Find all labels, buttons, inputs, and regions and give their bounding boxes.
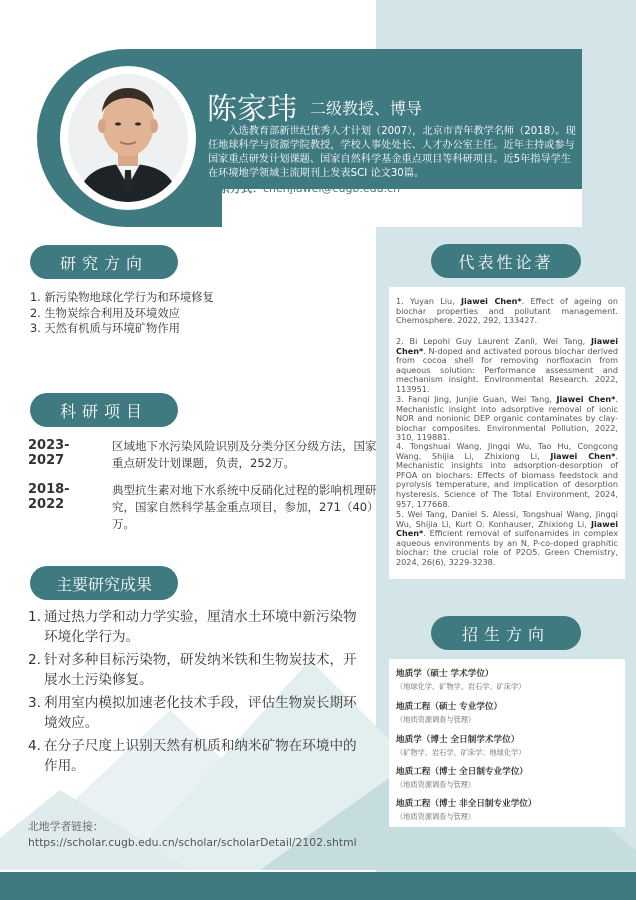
result-item (28, 607, 368, 647)
enrollment-sub: （地质资源调查与管理） (396, 715, 476, 724)
result-item (28, 736, 368, 776)
enrollment-item (396, 667, 525, 692)
results-heading: 主要研究成果 (30, 566, 178, 600)
paper-details: . Efficient removal of sulfonamides in complex aqueous environments by an N, P-co-doped graphitic biochar: the crucial role of P2O5. Green Chemistry, 2024, 26(6), 3229-3238. (396, 528, 618, 567)
projects-heading: 科研项目 (30, 393, 178, 427)
paper-authors: 2. Bi Lepohi Guy Laurent Zanli, Wei Tang, (396, 336, 591, 346)
paper-entry (396, 297, 618, 326)
contact-line (208, 180, 400, 196)
paper-main-author: Jiawei Chen* (460, 296, 522, 306)
enrollment-sub: （地质资源调查与管理） (396, 812, 476, 821)
enrollment-title: 地质工程（硕士 专业学位） (396, 702, 503, 712)
enrollment-sub: （地质资源调查与管理） (396, 780, 476, 789)
result-text: 通过热力学和动力学实验，厘清水土环境中新污染物环境化学行为。 (44, 609, 357, 645)
paper-main-author: Jiawei Chen* (556, 394, 616, 404)
result-number: 1. (28, 609, 41, 625)
result-text: 针对多种目标污染物，研发纳米铁和生物炭技术，开展水土污染修复。 (44, 652, 357, 688)
research-list (30, 290, 214, 337)
paper-entry (396, 442, 618, 509)
result-number: 4. (28, 738, 41, 754)
paper-authors: 4. Tongshuai Wang, Jingqi Wu, Tao Hu, Congcong Wang, Shijia Li, Zhixiong Li, (396, 441, 618, 461)
paper-details: . Effect of ageing on biochar properties and pollutant management. Chemosphere. 2022, 292, 133427. (396, 296, 618, 326)
results-list (28, 607, 368, 779)
paper-entry (396, 337, 618, 395)
result-text: 在分子尺度上识别天然有机质和纳米矿物在环境中的作用。 (44, 738, 357, 774)
result-text: 利用室内模拟加速老化技术手段，评估生物炭长期环境效应。 (44, 695, 357, 731)
result-number: 3. (28, 695, 41, 711)
scholar-label: 北地学者链接： (28, 820, 104, 833)
research-item: 3. 天然有机质与环境矿物作用 (30, 322, 180, 335)
bottom-bar (0, 872, 636, 900)
paper-authors: 3. Fanqi Jing, Junjie Guan, Wei Tang, (396, 394, 557, 404)
enrollment-title: 地质工程（博士 全日制专业学位） (396, 767, 528, 777)
contact-label: 联系方式： (208, 182, 263, 195)
enrollment-item (396, 797, 537, 822)
paper-details: . Mechanistic insights into adsorption-desorption of PFOA on biochars: Effects of biomass feedstock and pyrolysis temperature, and implication of desorption hysteresis. Science of The Total Environment, 2024, 957, 177668. (396, 450, 618, 509)
paper-details: . N-doped and activated porous biochar derived from cocoa shell for removing norfloxacin from aqueous solution: Performance assessment and mechanism insight. Environmental Research. 2022, 113951. (396, 345, 618, 394)
paper-main-author: Jiawei Chen* (396, 336, 618, 356)
person-bio: 入选教育部新世纪优秀人才计划（2007），北京市青年教学名师（2018）。现任地球科学与资源学院教授，学校人事处处长、人才办公室主任。近年主持或参与国家重点研发计划课题、国家自然科学基金重点项目等科研项目。近5年指导学生在环境地学领域主流期刊上发表SCI 论文30篇。 (208, 126, 576, 179)
enrollment-heading: 招生方向 (431, 616, 581, 650)
enrollment-title: 地质学（博士 全日制学术学位） (396, 735, 520, 745)
result-item (28, 693, 368, 733)
paper-entry (396, 395, 618, 443)
research-item: 1. 新污染物地球化学行为和环境修复 (30, 291, 214, 304)
enrollment-title: 地质学（硕士 学术学位） (396, 669, 494, 679)
enrollment-sub: （矿物学、岩石学、矿床学、地球化学） (396, 748, 526, 757)
person-title: 二级教授、博导 (310, 99, 423, 118)
enrollment-item (396, 765, 528, 790)
paper-details: . Mechanistic insight into adsorptive removal of ionic NOR and nonionic DEP organic contaminates by clay-biochar composites. Environmental Pollution, 2022, 310, 119881. (396, 394, 618, 443)
result-number: 2. (28, 652, 41, 668)
research-heading: 研究方向 (30, 245, 178, 279)
scholar-url[interactable]: https://scholar.cugb.edu.cn/scholar/scholarDetail/2102.shtml (28, 836, 357, 849)
paper-authors: 1. Yuyan Liu, (396, 296, 461, 306)
enrollment-item (396, 733, 525, 758)
paper-authors: 5. Wei Tang, Daniel S. Alessi, Tongshuai Wang, Jingqi Wu, Shijia Li, Kurt O. Konhauser, Zhixiong Li, (396, 509, 618, 529)
person-name: 陈家玮 (207, 92, 297, 127)
project-desc: 典型抗生素对地下水系统中反硝化过程的影响机理研究，国家自然科学基金重点项目，参加，271（40）万。 (112, 483, 379, 531)
paper-entry (396, 510, 618, 568)
papers-heading: 代表性论著 (431, 244, 581, 278)
paper-main-author: Jiawei Chen* (396, 518, 618, 539)
enrollment-item (396, 700, 502, 725)
enrollment-sub: （地球化学、矿物学、岩石学、矿床学） (396, 682, 526, 691)
enrollment-title: 地质工程（博士 非全日制专业学位） (396, 799, 537, 809)
project-year: 2018-2022 (28, 482, 70, 512)
scholar-link-block (28, 819, 357, 851)
result-item (28, 650, 368, 690)
profile-photo (68, 74, 188, 202)
paper-main-author: Jiawei Chen* (550, 450, 616, 461)
research-item: 2. 生物炭综合利用及环境效应 (30, 306, 180, 320)
project-year: 2023-2027 (28, 438, 70, 468)
contact-email[interactable]: chenjiawei@cugb.edu.cn (263, 182, 401, 195)
project-desc: 区域地下水污染风险识别及分类分区分级方法，国家重点研发计划课题，负责，252万。 (112, 439, 377, 470)
